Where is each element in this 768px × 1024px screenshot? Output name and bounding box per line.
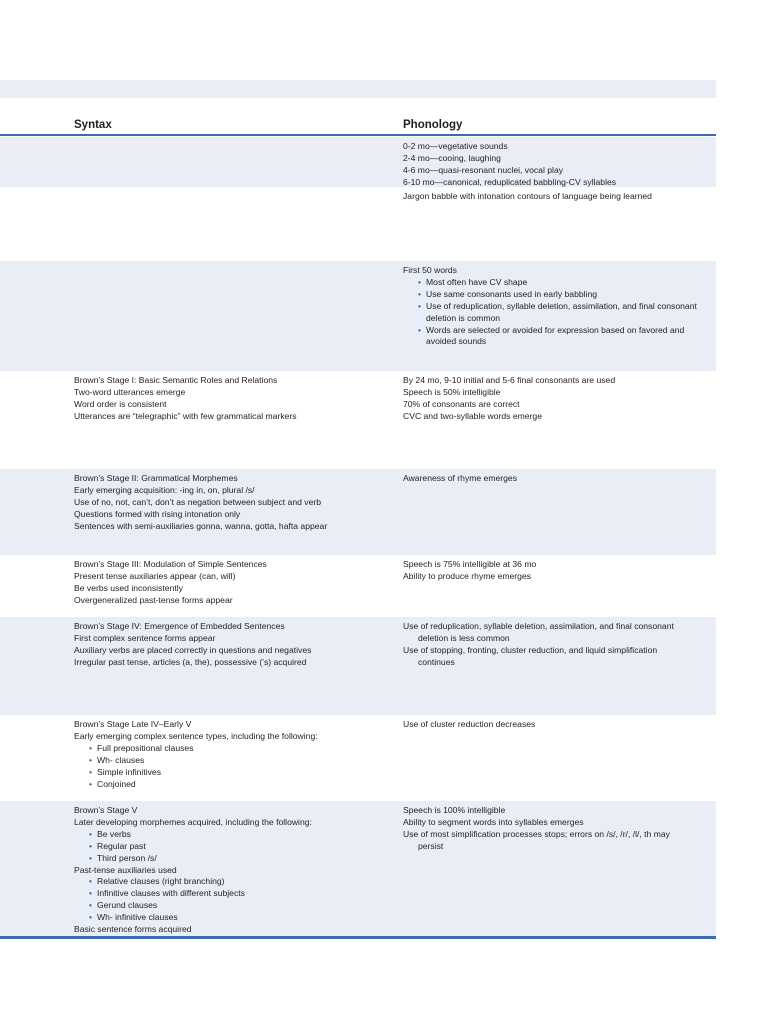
text-line: Use of stopping, fronting, cluster reduction, and liquid simplification <box>403 644 658 655</box>
bullet-text: Full prepositional clauses <box>97 742 194 753</box>
text-line: Later developing morphemes acquired, including the following: <box>74 816 312 827</box>
bullet-icon: • <box>89 900 93 911</box>
bullet-icon: • <box>418 288 422 299</box>
text-line: Speech is 100% intelligible <box>403 805 506 815</box>
text-line: Word order is consistent <box>74 398 167 409</box>
phonology-cell <box>403 141 709 189</box>
text-line: Utterances are “telegraphic” with few grammatical markers <box>74 410 297 421</box>
text-line: Sentences with semi-auxiliaries gonna, wanna, gotta, hafta appear <box>74 520 328 531</box>
bullet-item <box>403 301 709 325</box>
bullet-text: Wh- infinitive clauses <box>97 912 178 923</box>
text-line: Past-tense auxiliaries used <box>74 864 177 875</box>
text-line: 6-10 mo—canonical, reduplicated babbling-CV syllables <box>403 176 617 187</box>
phonology-cell <box>403 719 709 731</box>
phonology-cell <box>403 559 709 583</box>
bullet-item <box>74 743 392 755</box>
bullet-text: Conjoined <box>97 778 136 789</box>
text-line: Speech is 75% intelligible at 36 mo <box>403 559 537 569</box>
bullet-item <box>74 853 392 865</box>
table-row <box>0 261 716 371</box>
text-line: Use of no, not, can’t, don’t as negation between subject and verb <box>74 496 321 507</box>
bullet-text: Use of reduplication, syllable deletion, assimilation, and final consonant deletion is common <box>426 300 697 323</box>
bullet-text: Gerund clauses <box>97 900 158 911</box>
bullet-icon: • <box>89 912 93 923</box>
text-line: 70% of consonants are correct <box>403 398 520 409</box>
table-bottom-rule <box>0 936 716 939</box>
text-line: Brown’s Stage III: Modulation of Simple Sentences <box>74 559 267 569</box>
table-row <box>0 137 716 187</box>
bullet-icon: • <box>89 852 93 863</box>
text-line: persist <box>418 840 444 851</box>
bullet-item <box>74 841 392 853</box>
text-line: Brown’s Stage V <box>74 805 138 815</box>
bullet-list <box>74 743 392 791</box>
bullet-text: Simple infinitives <box>97 766 161 777</box>
syntax-cell <box>74 805 392 936</box>
bullet-list <box>74 876 392 924</box>
text-line: Questions formed with rising intonation only <box>74 508 241 519</box>
bullet-item <box>74 829 392 841</box>
text-line: Irregular past tense, articles (a, the), possessive (’s) acquired <box>74 656 307 667</box>
phonology-cell <box>403 473 709 485</box>
bullet-icon: • <box>89 840 93 851</box>
text-line: Be verbs used inconsistently <box>74 582 183 593</box>
bullet-item <box>403 289 709 301</box>
bullet-icon: • <box>89 766 93 777</box>
table-row <box>0 555 716 617</box>
bullet-list <box>403 277 709 348</box>
bullet-list <box>74 829 392 865</box>
text-line: Basic sentence forms acquired <box>74 924 192 935</box>
text-line: Auxiliary verbs are placed correctly in questions and negatives <box>74 644 312 655</box>
text-line: Jargon babble with intonation contours of language being learned <box>403 191 652 201</box>
text-line: Ability to produce rhyme emerges <box>403 570 532 581</box>
text-line: Use of cluster reduction decreases <box>403 719 536 729</box>
bullet-item <box>74 779 392 791</box>
text-line: Brown’s Stage Late IV–Early V <box>74 719 192 729</box>
top-shaded-band <box>0 80 716 98</box>
bullet-item <box>74 912 392 924</box>
text-line: 2-4 mo—cooing, laughing <box>403 152 501 163</box>
text-line: First 50 words <box>403 265 457 275</box>
text-line: Awareness of rhyme emerges <box>403 473 517 483</box>
syntax-cell <box>74 621 392 669</box>
text-line: Overgeneralized past-tense forms appear <box>74 594 233 605</box>
text-line: deletion is less common <box>418 632 510 643</box>
table-row <box>0 371 716 469</box>
bullet-text: Be verbs <box>97 828 131 839</box>
text-line: Early emerging complex sentence types, including the following: <box>74 730 318 741</box>
text-line: First complex sentence forms appear <box>74 632 216 643</box>
bullet-text: Most often have CV shape <box>426 276 528 287</box>
text-line: CVC and two-syllable words emerge <box>403 410 542 421</box>
text-line: Early emerging acquisition: -ing in, on, plural /s/ <box>74 484 255 495</box>
bullet-icon: • <box>418 300 422 311</box>
text-line: 4-6 mo—quasi-resonant nuclei, vocal play <box>403 164 564 175</box>
text-line: Ability to segment words into syllables emerges <box>403 816 584 827</box>
bullet-icon: • <box>89 742 93 753</box>
header-rule <box>0 134 716 136</box>
text-line: Present tense auxiliaries appear (can, will) <box>74 570 236 581</box>
text-line: Two-word utterances emerge <box>74 386 186 397</box>
phonology-cell <box>403 805 709 853</box>
text-line: By 24 mo, 9-10 initial and 5-6 final consonants are used <box>403 375 616 385</box>
bullet-item <box>403 325 709 349</box>
text-line: Use of reduplication, syllable deletion, assimilation, and final consonant <box>403 621 674 631</box>
text-line: continues <box>418 656 455 667</box>
bullet-item <box>74 755 392 767</box>
bullet-icon: • <box>89 876 93 887</box>
bullet-text: Infinitive clauses with different subjects <box>97 888 245 899</box>
bullet-icon: • <box>89 754 93 765</box>
bullet-text: Regular past <box>97 840 146 851</box>
bullet-text: Words are selected or avoided for expression based on favored and avoided sounds <box>426 324 685 347</box>
bullet-text: Relative clauses (right branching) <box>97 876 225 887</box>
table-row <box>0 187 716 261</box>
syntax-cell <box>74 719 392 790</box>
syntax-cell <box>74 559 392 607</box>
bullet-item <box>74 900 392 912</box>
bullet-icon: • <box>89 778 93 789</box>
bullet-icon: • <box>418 276 422 287</box>
bullet-item <box>74 888 392 900</box>
phonology-column-header: Phonology <box>403 119 463 131</box>
bullet-item <box>403 277 709 289</box>
syntax-cell <box>74 473 392 533</box>
bullet-item <box>74 876 392 888</box>
bullet-icon: • <box>418 324 422 335</box>
phonology-cell <box>403 191 709 203</box>
syntax-cell <box>74 375 392 423</box>
bullet-icon: • <box>89 888 93 899</box>
table-row <box>0 801 716 936</box>
bullet-text: Use same consonants used in early babbling <box>426 288 598 299</box>
text-line: Use of most simplification processes stops; errors on /s/, /r/, /l/, th may <box>403 828 670 839</box>
bullet-text: Wh- clauses <box>97 754 145 765</box>
text-line: Brown’s Stage IV: Emergence of Embedded Sentences <box>74 621 285 631</box>
phonology-cell <box>403 621 709 669</box>
syntax-column-header: Syntax <box>74 119 112 131</box>
text-line: Brown’s Stage II: Grammatical Morphemes <box>74 473 238 483</box>
phonology-cell <box>403 265 709 348</box>
table-row <box>0 715 716 801</box>
table-row <box>0 469 716 555</box>
table-row <box>0 617 716 715</box>
bullet-item <box>74 767 392 779</box>
bullet-icon: • <box>89 828 93 839</box>
text-line: Speech is 50% intelligible <box>403 386 501 397</box>
phonology-cell <box>403 375 709 423</box>
bullet-text: Third person /s/ <box>97 852 157 863</box>
text-line: Brown’s Stage I: Basic Semantic Roles and Relations <box>74 375 278 385</box>
text-line: 0-2 mo—vegetative sounds <box>403 141 508 151</box>
